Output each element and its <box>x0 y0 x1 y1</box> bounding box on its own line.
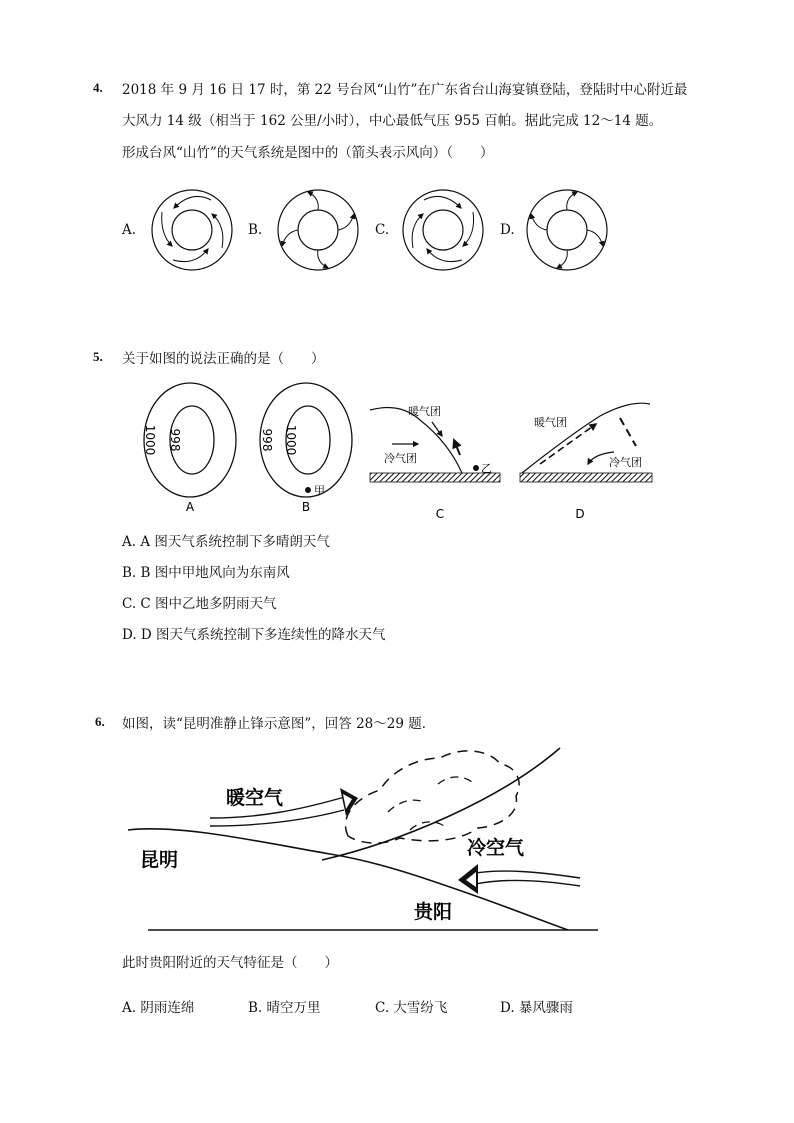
q6-option-b[interactable]: B. 晴空万里 <box>248 1000 321 1016</box>
q5-weather-systems-diagram <box>0 380 794 530</box>
question-4-number: 4. <box>93 80 103 95</box>
q5-caption-c: C <box>435 507 445 521</box>
q4-option-a-label[interactable]: A. <box>122 222 137 238</box>
q5-d-warm-air: 暖气团 <box>534 416 567 429</box>
q4-option-d-label[interactable]: D. <box>500 222 515 238</box>
q5-option-c[interactable]: C. C 图中乙地多阴雨天气 <box>122 596 277 612</box>
q5-diagram-a <box>143 383 236 514</box>
q5-point-jia: 甲 <box>314 484 325 497</box>
q6-cold-air-label: 冷空气 <box>467 837 525 859</box>
q4-cyclone-diagrams <box>0 0 794 300</box>
question-4-line-1: 2018 年 9 月 16 日 17 时，第 22 号台风“山竹”在广东省台山海宴镇登陆，登陆时中心附近最 <box>122 82 688 98</box>
q6-kunming-label: 昆明 <box>140 849 179 871</box>
q5-caption-d: D <box>575 507 585 521</box>
q5-d-cold-air: 冷气团 <box>609 456 642 469</box>
q6-option-a[interactable]: A. 阴雨连绵 <box>122 1000 195 1016</box>
question-6-number: 6. <box>95 714 105 729</box>
q6-guiyang-label: 贵阳 <box>414 901 453 923</box>
question-5-number: 5. <box>93 349 103 364</box>
q4-diagram-c[interactable] <box>403 190 483 270</box>
q5-caption-b: B <box>301 500 311 514</box>
q5-c-cold-air: 冷气团 <box>384 452 417 465</box>
q6-option-c[interactable]: C. 大雪纷飞 <box>375 1000 448 1016</box>
q5-option-d[interactable]: D. D 图天气系统控制下多连续性的降水天气 <box>122 627 386 643</box>
q5-diagram-b <box>260 383 352 514</box>
question-5-stem: 关于如图的说法正确的是（ ） <box>122 351 325 367</box>
q6-option-d[interactable]: D. 暴风骤雨 <box>500 1000 573 1016</box>
question-4-line-3: 形成台风“山竹”的天气系统是图中的（箭头表示风向）（ ） <box>122 145 494 161</box>
q5-option-b[interactable]: B. B 图中甲地风向为东南风 <box>122 565 290 581</box>
q4-option-b-label[interactable]: B. <box>248 222 263 238</box>
q4-diagram-a[interactable] <box>152 190 232 270</box>
q5-b-outer-isobar: 998 <box>260 428 274 452</box>
q6-warm-air-label: 暖空气 <box>226 787 284 809</box>
question-6-stem: 如图，读“昆明准静止锋示意图”，回答 28～29 题． <box>122 716 436 732</box>
q5-c-warm-air: 暖气团 <box>408 405 441 418</box>
q4-option-c-label[interactable]: C. <box>375 222 390 238</box>
question-4-line-2: 大风力 14 级（相当于 162 公里/小时），中心最低气压 955 百帕。据此完成 12～14 题。 <box>122 113 663 129</box>
q5-caption-a: A <box>185 500 195 514</box>
q5-diagram-c <box>370 404 500 521</box>
q6-sub-question: 此时贵阳附近的天气特征是（ ） <box>122 955 338 971</box>
q4-diagram-b[interactable] <box>278 190 358 270</box>
q4-diagram-d[interactable] <box>527 190 607 270</box>
q5-a-inner-isobar: 998 <box>168 428 182 452</box>
q5-b-inner-isobar: 1000 <box>284 424 298 456</box>
q6-kunming-front-diagram <box>0 730 794 940</box>
q5-a-outer-isobar: 1000 <box>143 424 157 456</box>
q5-point-yi: 乙 <box>481 462 492 475</box>
q5-diagram-d <box>520 403 652 521</box>
q5-option-a[interactable]: A. A 图天气系统控制下多晴朗天气 <box>122 534 330 550</box>
